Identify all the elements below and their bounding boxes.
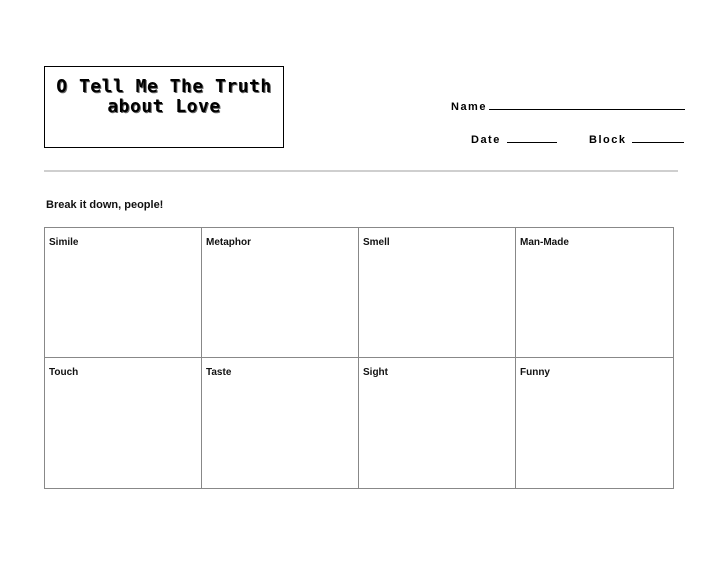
block-blank[interactable] bbox=[632, 133, 684, 143]
block-field bbox=[589, 133, 684, 146]
date-field bbox=[471, 133, 557, 146]
block-label: Block bbox=[589, 134, 627, 146]
response-grid bbox=[44, 227, 674, 489]
name-field bbox=[451, 100, 685, 113]
cell-label: Man-Made bbox=[520, 237, 569, 248]
divider bbox=[44, 170, 678, 172]
grid-cell-metaphor[interactable] bbox=[202, 228, 359, 358]
cell-label: Touch bbox=[49, 367, 79, 378]
cell-label: Funny bbox=[520, 367, 550, 378]
title-line-1: O Tell Me The Truth bbox=[56, 76, 272, 97]
title-line-2: about Love bbox=[107, 96, 221, 117]
date-label: Date bbox=[471, 134, 501, 146]
instructions: Break it down, people! bbox=[46, 199, 164, 211]
grid-cell-man-made[interactable] bbox=[516, 228, 673, 358]
grid-cell-touch[interactable] bbox=[45, 358, 202, 488]
cell-label: Sight bbox=[363, 367, 388, 378]
cell-label: Simile bbox=[49, 237, 79, 248]
name-label: Name bbox=[451, 101, 487, 113]
cell-label: Metaphor bbox=[206, 237, 251, 248]
grid-cell-taste[interactable] bbox=[202, 358, 359, 488]
grid-cell-smell[interactable] bbox=[359, 228, 516, 358]
grid-cell-sight[interactable] bbox=[359, 358, 516, 488]
grid-cell-funny[interactable] bbox=[516, 358, 673, 488]
cell-label: Taste bbox=[206, 367, 232, 378]
title-box bbox=[44, 66, 284, 148]
date-blank[interactable] bbox=[507, 133, 557, 143]
cell-label: Smell bbox=[363, 237, 390, 248]
name-blank[interactable] bbox=[489, 100, 685, 110]
grid-cell-simile[interactable] bbox=[45, 228, 202, 358]
